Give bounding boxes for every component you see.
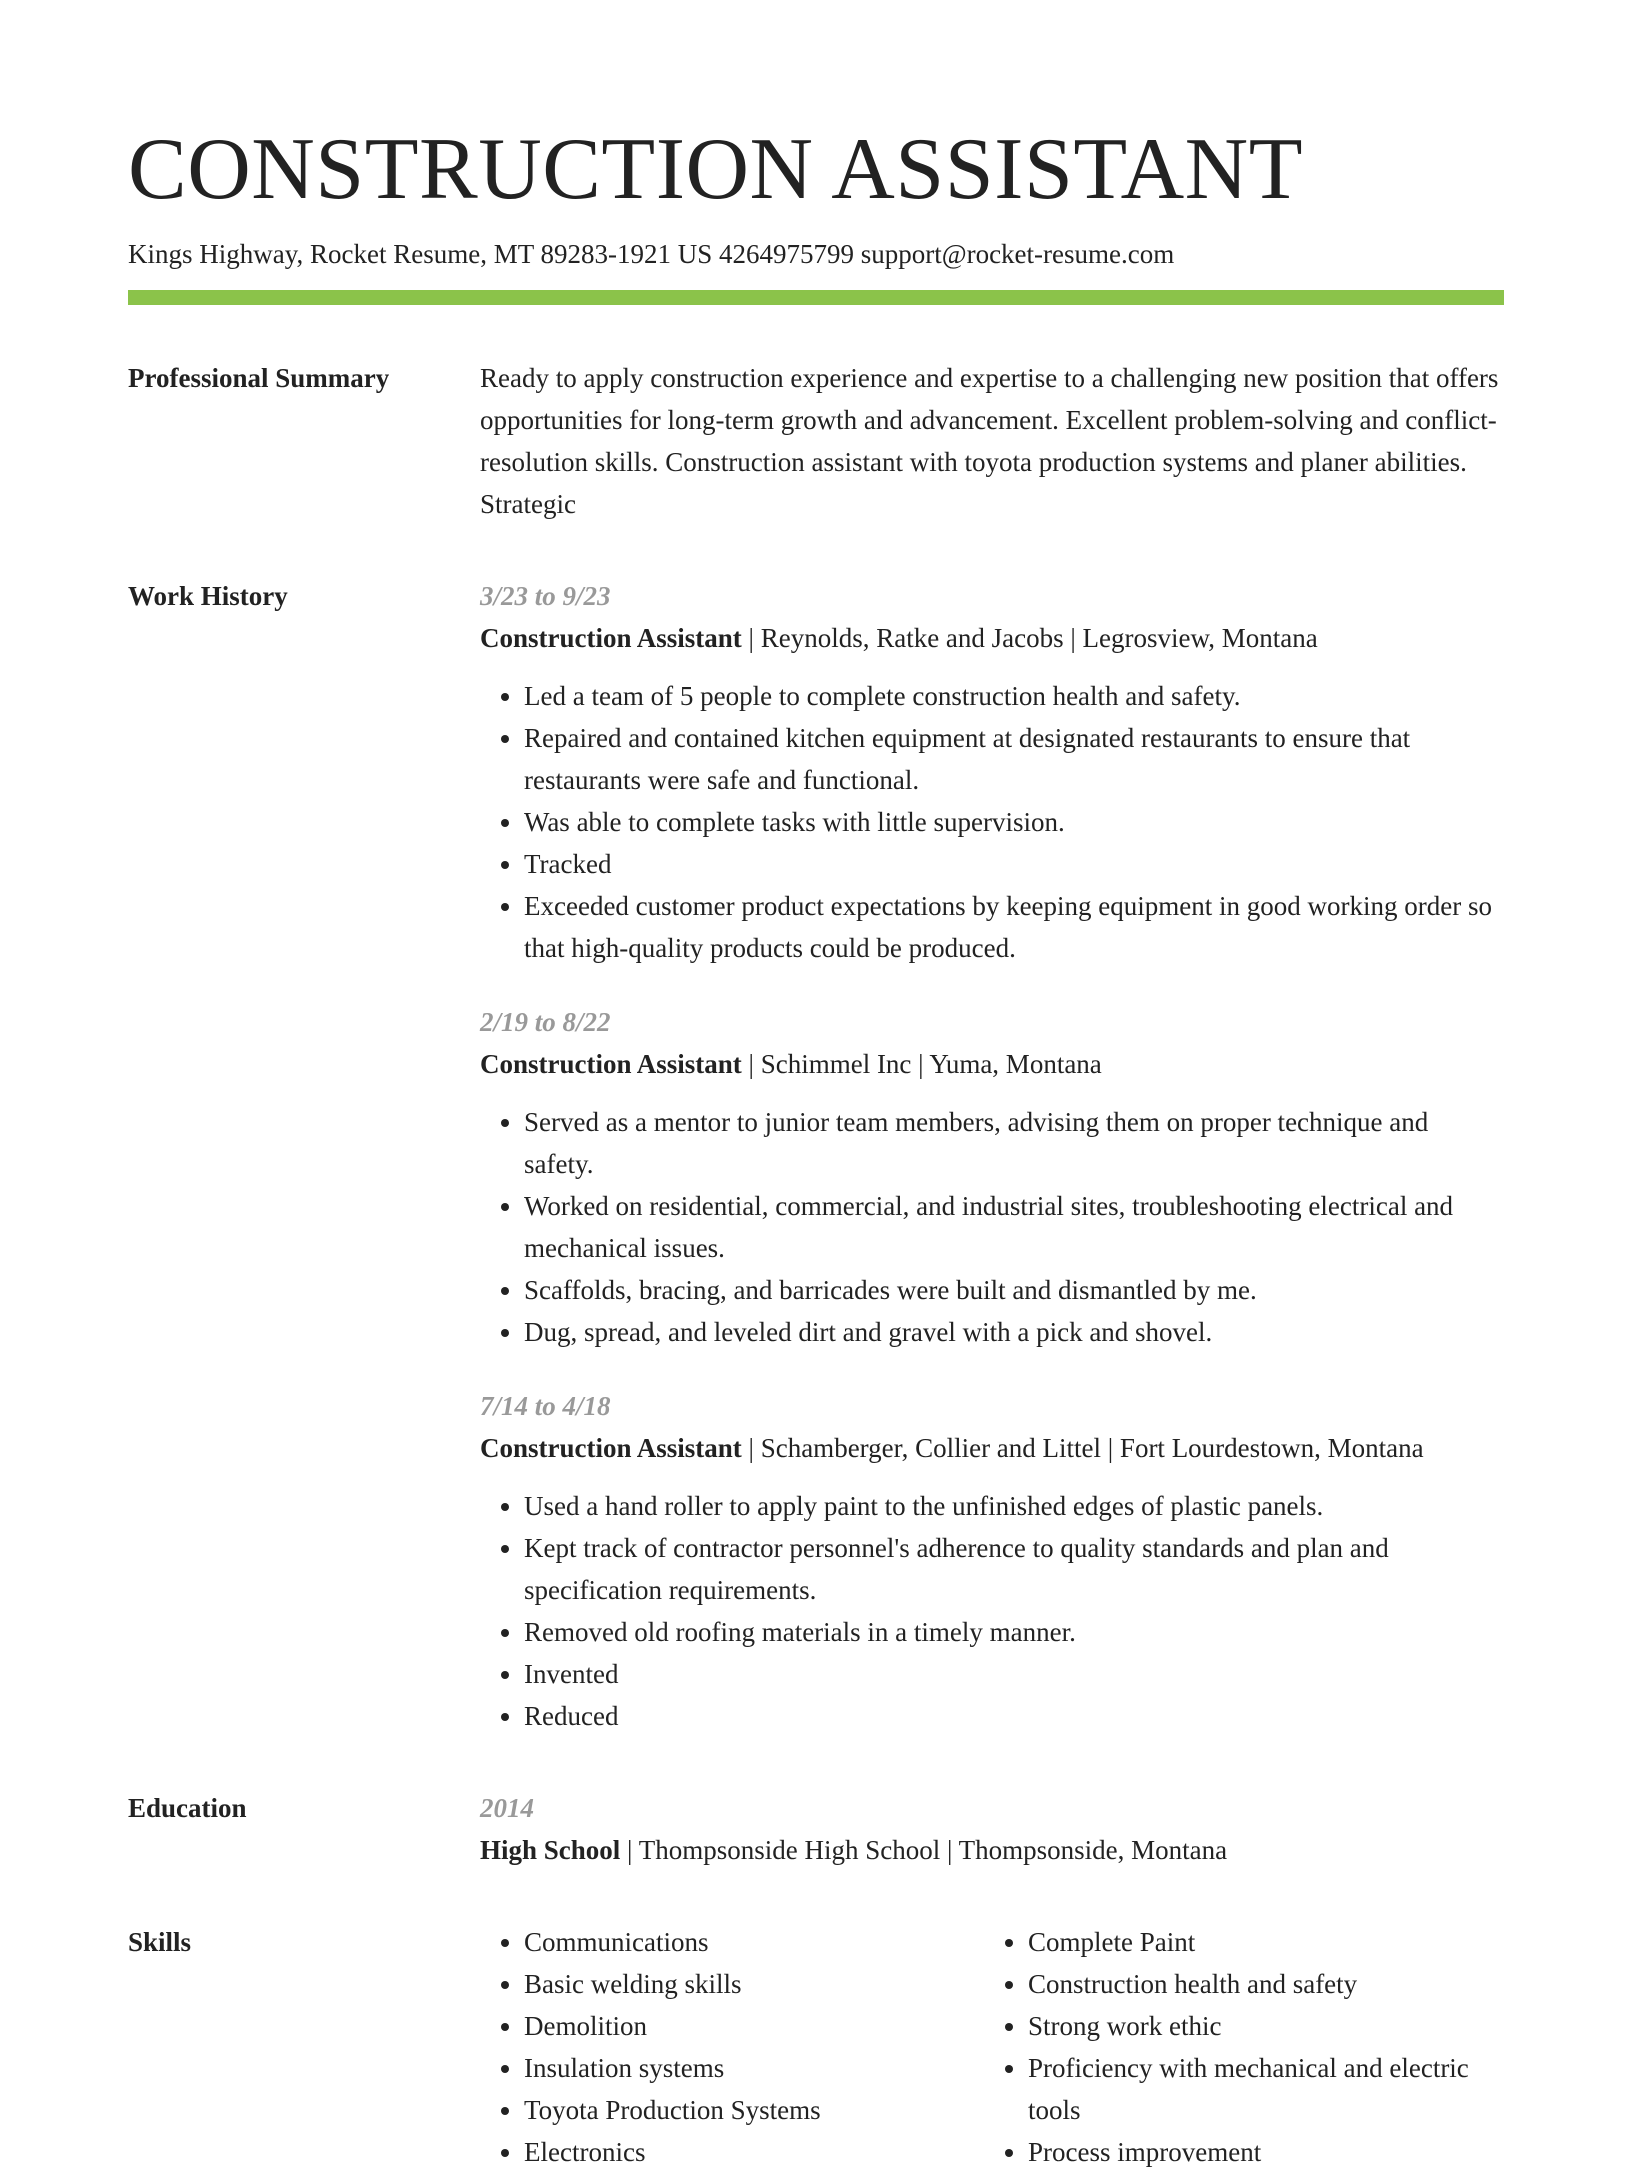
job-heading bbox=[480, 1043, 1504, 1085]
skill-item: • Construction health and safety bbox=[1028, 1963, 1488, 2005]
education-heading bbox=[480, 1829, 1504, 1871]
skills-section bbox=[128, 1921, 1504, 2173]
job-bullet: • Tracked bbox=[524, 843, 1504, 885]
job-entry bbox=[480, 1001, 1504, 1353]
job-dates: 7/14 to 4/18 bbox=[480, 1391, 611, 1421]
job-bullet: • Scaffolds, bracing, and barricades were built and dismantled by me. bbox=[524, 1269, 1504, 1311]
summary-text: Ready to apply construction experience and expertise to a challenging new position that offers opportunities for long-term growth and advancement. Excellent problem-solving and conflict-resolution skills. Construction assistant with toyota production systems and planer abilities. Strategic bbox=[480, 363, 1499, 519]
job-bullet: • Repaired and contained kitchen equipment at designated restaurants to ensure that restaurants were safe and functional. bbox=[524, 717, 1504, 801]
skill-item: • Toyota Production Systems bbox=[524, 2089, 984, 2131]
section-label-skills: Skills bbox=[128, 1927, 192, 1957]
job-bullets bbox=[480, 1101, 1504, 1353]
job-dates: 3/23 to 9/23 bbox=[480, 581, 611, 611]
job-bullet: • Reduced bbox=[524, 1695, 1504, 1737]
job-dates: 2/19 to 8/22 bbox=[480, 1007, 611, 1037]
section-label-summary: Professional Summary bbox=[128, 363, 390, 393]
job-bullet: • Dug, spread, and leveled dirt and gravel with a pick and shovel. bbox=[524, 1311, 1504, 1353]
summary-body bbox=[480, 357, 1504, 525]
work-history-section bbox=[128, 575, 1504, 1737]
job-details: | Schimmel Inc | Yuma, Montana bbox=[741, 1049, 1102, 1079]
job-bullet: • Removed old roofing materials in a timely manner. bbox=[524, 1611, 1504, 1653]
skill-item: • Process improvement bbox=[1028, 2131, 1488, 2173]
education-details: | Thompsonside High School | Thompsonside, Montana bbox=[620, 1835, 1228, 1865]
skill-item: • Electronics bbox=[524, 2131, 984, 2173]
job-entry bbox=[480, 575, 1504, 969]
skill-item: • Basic welding skills bbox=[524, 1963, 984, 2005]
job-title: Construction Assistant bbox=[480, 1433, 742, 1463]
section-label-work-history: Work History bbox=[128, 581, 288, 611]
resume-page bbox=[128, 0, 1504, 2173]
job-bullet: • Served as a mentor to junior team members, advising them on proper technique and safety. bbox=[524, 1101, 1504, 1185]
contact-line: Kings Highway, Rocket Resume, MT 89283-1921 US 4264975799 support@rocket-resume.com bbox=[128, 239, 1175, 269]
job-bullet: • Used a hand roller to apply paint to the unfinished edges of plastic panels. bbox=[524, 1485, 1504, 1527]
work-history-body bbox=[480, 575, 1504, 1737]
education-degree: High School bbox=[480, 1835, 621, 1865]
education-section bbox=[128, 1787, 1504, 1871]
job-heading bbox=[480, 617, 1504, 659]
job-bullet: • Was able to complete tasks with little supervision. bbox=[524, 801, 1504, 843]
job-bullets bbox=[480, 675, 1504, 969]
skill-item: • Complete Paint bbox=[1028, 1921, 1488, 1963]
skill-item: • Communications bbox=[524, 1921, 984, 1963]
job-bullet: • Exceeded customer product expectations by keeping equipment in good working order so that high-quality products could be produced. bbox=[524, 885, 1504, 969]
skills-columns bbox=[480, 1921, 1504, 2173]
job-entry bbox=[480, 1385, 1504, 1737]
skills-column-2 bbox=[984, 1921, 1488, 2173]
resume-name: CONSTRUCTION ASSISTANT bbox=[128, 121, 1303, 218]
section-label-education: Education bbox=[128, 1793, 247, 1823]
skill-item: • Demolition bbox=[524, 2005, 984, 2047]
accent-divider bbox=[128, 290, 1504, 305]
job-bullet: • Led a team of 5 people to complete construction health and safety. bbox=[524, 675, 1504, 717]
job-details: | Schamberger, Collier and Littel | Fort Lourdestown, Montana bbox=[741, 1433, 1424, 1463]
skill-item: • Proficiency with mechanical and electric tools bbox=[1028, 2047, 1488, 2131]
job-title: Construction Assistant bbox=[480, 623, 742, 653]
job-details: | Reynolds, Ratke and Jacobs | Legrosview, Montana bbox=[741, 623, 1318, 653]
job-heading bbox=[480, 1427, 1504, 1469]
summary-section bbox=[128, 357, 1504, 525]
skills-column-1 bbox=[480, 1921, 984, 2173]
skill-item: • Insulation systems bbox=[524, 2047, 984, 2089]
skills-body bbox=[480, 1921, 1504, 2173]
education-year: 2014 bbox=[480, 1793, 534, 1823]
job-bullet: • Worked on residential, commercial, and industrial sites, troubleshooting electrical and mechanical issues. bbox=[524, 1185, 1504, 1269]
job-bullets bbox=[480, 1485, 1504, 1737]
skill-item: • Strong work ethic bbox=[1028, 2005, 1488, 2047]
education-body bbox=[480, 1787, 1504, 1871]
job-title: Construction Assistant bbox=[480, 1049, 742, 1079]
job-bullet: • Kept track of contractor personnel's adherence to quality standards and plan and specification requirements. bbox=[524, 1527, 1504, 1611]
job-bullet: • Invented bbox=[524, 1653, 1504, 1695]
